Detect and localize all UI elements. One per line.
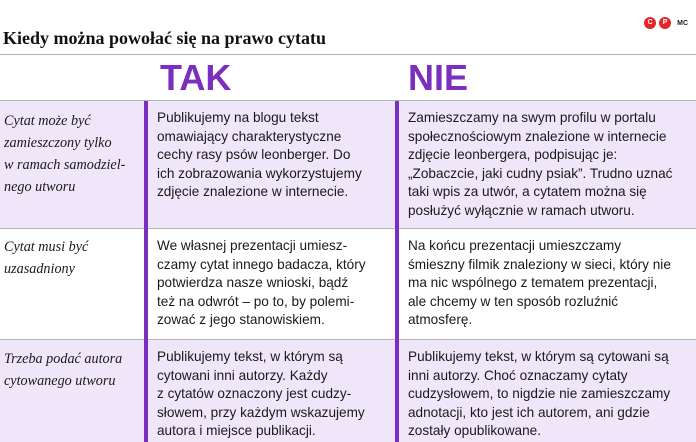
logo-text: MC <box>677 19 688 27</box>
column-divider-tak <box>144 101 148 442</box>
tak-example-3: Publikujemy tekst, w którym są cytowani inni autorzy. Każdy z cytatów oznaczony jest cudzy- słowem, przy każdym wskazujemy autora i miejsce publikacji. <box>157 349 365 439</box>
tak-example-1: Publikujemy na blogu tekst omawiający charakterystyczne cechy rasy psów leonberger. Do ich zobrazowania wykorzystujemy zdjęcie znalezione w internecie. <box>157 110 362 200</box>
logo-circle-icon: P <box>659 17 671 29</box>
column-header-nie: NIE <box>408 57 469 98</box>
column-divider-nie <box>395 101 399 442</box>
column-header-tak: TAK <box>160 57 232 98</box>
row-divider <box>0 339 696 340</box>
publisher-logo <box>644 17 688 29</box>
nie-example-1: Zamieszczamy na swym profilu w portalu społecznościowym znalezione w internecie zdjęcie leonbergera, podpisując je: „Zobaczcie, jaki cudny psiak”. Trudno uznać taki wpis za utwór, a cytatem można się posłużyć wyłącznie w ramach utworu. <box>408 110 673 218</box>
nie-example-2: Na końcu prezentacji umieszczamy śmieszny filmik znaleziony w sieci, który nie ma nic wspólnego z tematem prezentacji, ale chcemy w ten sposób rozluźnić atmosferę. <box>408 238 671 328</box>
tak-example-2: We własnej prezentacji umiesz- czamy cytat innego badacza, który potwierdza nasze wnioski, bądź też na odwrót – po to, by polemi- zować z jego stanowiskiem. <box>157 238 366 328</box>
nie-example-3: Publikujemy tekst, w którym są cytowani są inni autorzy. Choć oznaczamy cytaty cudzysłowem, to nigdzie nie zamieszczamy adnotacji, kto jest ich autorem, ani gdzie zostały opublikowane. <box>408 349 671 439</box>
infographic-title: Kiedy można powołać się na prawo cytatu <box>3 28 326 48</box>
row-label-1: Cytat może być zamieszczony tylko w ramach samodziel- nego utworu <box>4 113 126 195</box>
row-label-3: Trzeba podać autora cytowanego utworu <box>4 351 123 389</box>
row-divider <box>0 228 696 229</box>
title-divider <box>0 54 696 55</box>
row-label-2: Cytat musi być uzasadniony <box>4 239 89 277</box>
row-divider <box>0 100 696 101</box>
logo-circle-icon: C <box>644 17 656 29</box>
